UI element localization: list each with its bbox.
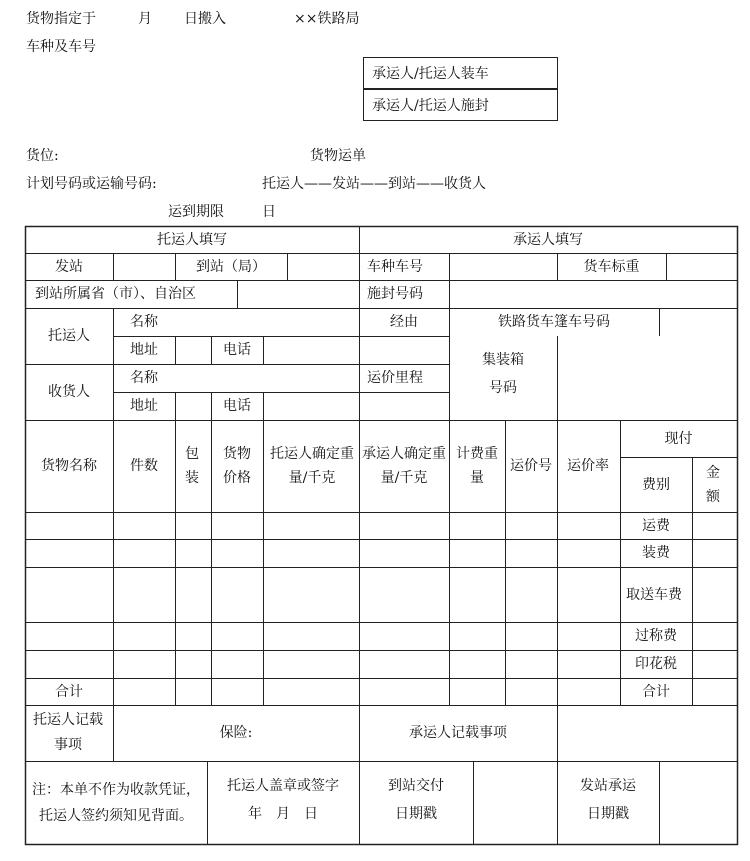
carrier-notes-label: 承运人记载事项: [409, 725, 507, 741]
fee-weighing: 过称费: [635, 628, 677, 644]
consignee-label: 收货人: [48, 384, 90, 400]
fee-pickup-delivery: 取送车费: [626, 586, 682, 603]
fee-freight: 运费: [642, 517, 670, 534]
document-title: 货物运单: [310, 148, 366, 164]
consignee-phone-label: 电话: [223, 398, 251, 414]
sealing-box-label: 承运人/托运人施封: [372, 98, 489, 114]
seal-no-label: 施封号码: [367, 286, 423, 302]
shipper-weight-header: 托运人确定重量/千克: [270, 446, 354, 486]
car-load-label: 货车标重: [583, 258, 640, 275]
container-no-label: 集装箱号码: [482, 352, 524, 396]
railway-bureau: ××铁路局: [294, 11, 360, 27]
dest-station-label: 到站（局）: [196, 258, 266, 275]
dest-stamp-line2: 日期戳: [395, 806, 437, 822]
label-car-type-no: 车种及车号: [26, 39, 96, 55]
consignee-address-label: 地址: [130, 398, 158, 414]
route-description: 托运人——发站——到站——收货人: [262, 176, 486, 192]
signature-date: 年 月 日: [248, 806, 318, 822]
carrier-fill-heading: 承运人填写: [513, 231, 583, 248]
origin-stamp-line2: 日期戳: [587, 806, 629, 822]
origin-station-label: 发站: [55, 258, 83, 275]
shipper-name-label: 名称: [130, 314, 158, 330]
shipper-notes-label: 托运人记载事项: [33, 712, 103, 753]
label-plan-no: 计划号码或运输号码:: [26, 176, 157, 192]
carrier-weight-header: 承运人确定重量/千克: [362, 446, 446, 486]
packing-header: 包装: [185, 446, 199, 486]
via-label: 经由: [390, 314, 418, 330]
fee-type-header: 费别: [642, 476, 670, 493]
dest-stamp-block: [359, 772, 473, 828]
signature-label: 托运人盖章或签字: [227, 778, 339, 794]
rate-header: 运价率: [567, 458, 609, 474]
charge-weight-header: 计费重量: [456, 446, 498, 486]
insurance-label: 保险:: [219, 725, 253, 741]
label-deadline: 运到期限: [168, 204, 224, 220]
cash-header: 现付: [664, 430, 693, 447]
rate-no-header: 运价号: [510, 458, 552, 474]
fee-total: 合计: [642, 683, 670, 700]
shipper-fill-heading: 托运人填写: [157, 231, 227, 248]
label-deadline-day: 日: [262, 204, 276, 220]
distance-label: 运价里程: [367, 370, 423, 386]
cargo-name-header: 货物名称: [41, 458, 97, 474]
label-designated: 货物指定于: [26, 11, 96, 27]
fee-loading: 装费: [642, 545, 670, 561]
signature-block: [207, 772, 359, 828]
consignee-name-label: 名称: [130, 370, 158, 386]
fee-stamp-tax: 印花税: [635, 656, 677, 672]
origin-stamp-block: [557, 772, 659, 828]
label-day-arrive: 日搬入: [184, 11, 226, 27]
goods-total-label: 合计: [55, 683, 83, 700]
province-label: 到站所属省（市）、自治区: [35, 286, 196, 302]
disclaimer-note: 注：本单不作为收款凭证，托运人签约须知见背面。: [32, 782, 200, 824]
label-month: 月: [138, 11, 152, 27]
tarp-no-label: 铁路货车篷车号码: [498, 314, 610, 330]
dest-stamp-line1: 到站交付: [388, 778, 444, 794]
cargo-value-header: 货物价格: [223, 446, 251, 486]
amount-header: 金额: [706, 465, 720, 505]
car-no-label: 车种车号: [367, 258, 423, 275]
shipper-phone-label: 电话: [223, 342, 251, 358]
loading-box-label: 承运人/托运人装车: [372, 66, 489, 82]
pieces-header: 件数: [130, 458, 158, 474]
origin-stamp-line1: 发站承运: [580, 778, 636, 794]
shipper-label: 托运人: [48, 328, 90, 344]
label-cargo-position: 货位:: [26, 148, 59, 164]
shipper-address-label: 地址: [130, 342, 158, 358]
